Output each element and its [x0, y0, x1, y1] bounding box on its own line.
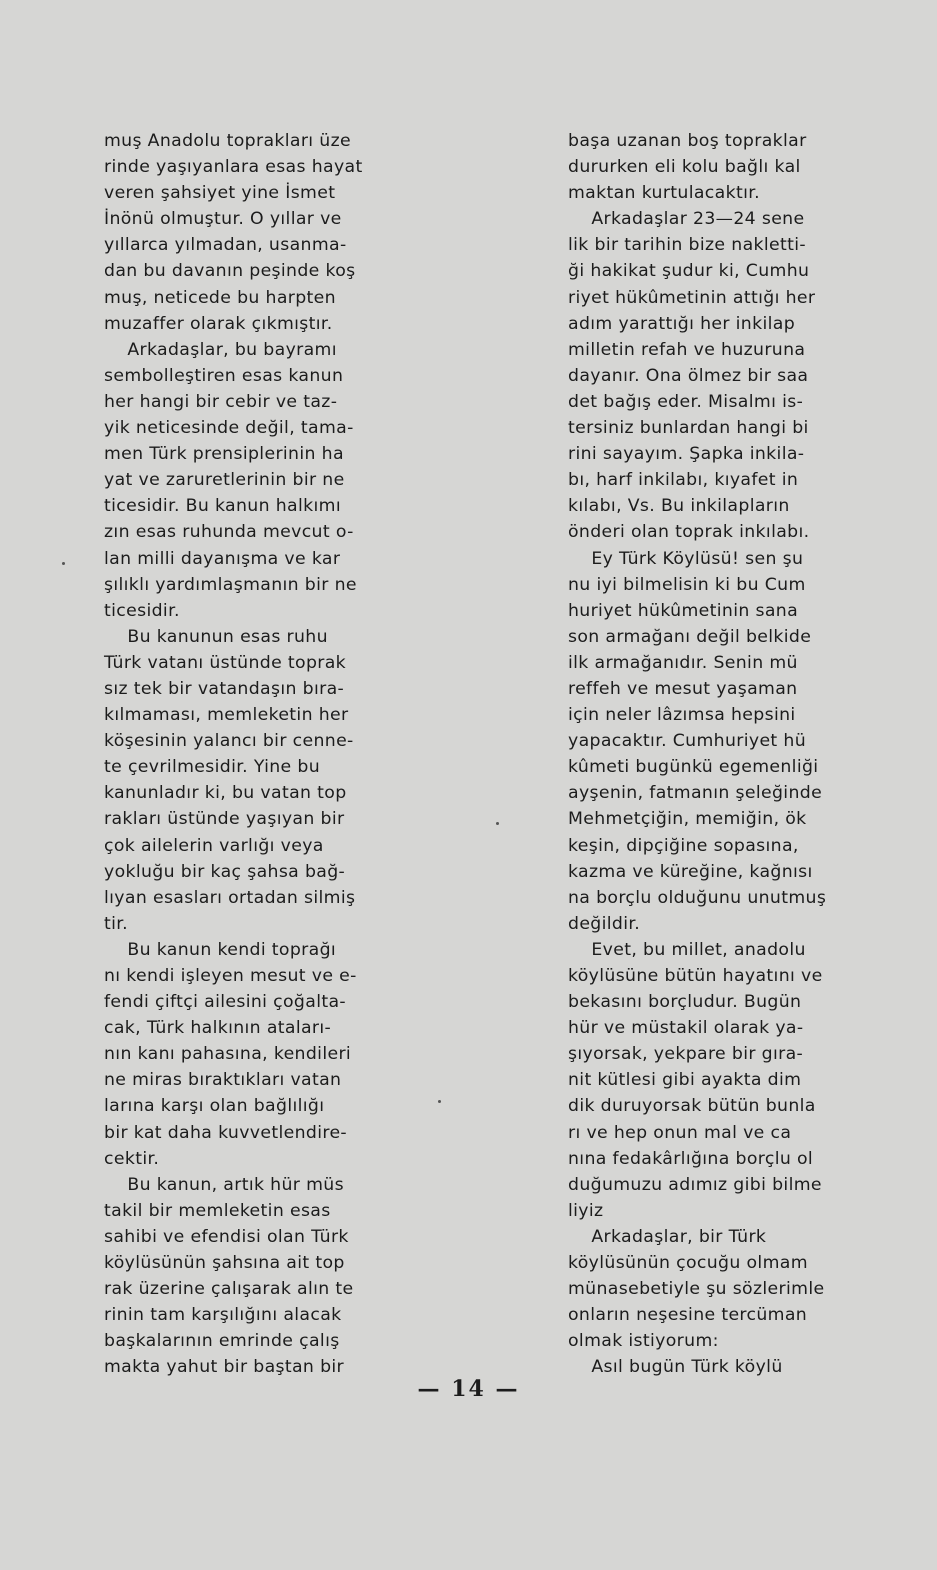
text-line: Asıl bugün Türk köylü: [568, 1357, 783, 1378]
text-line: ne miras bıraktıkları vatan: [104, 1070, 342, 1091]
text-line: adım yarattığı her inkilap: [568, 313, 796, 334]
text-line: veren şahsiyet yine İsmet: [104, 183, 336, 204]
text-line: yapacaktır. Cumhuriyet hü: [568, 731, 807, 752]
text-line: muş Anadolu toprakları üze: [104, 131, 352, 151]
text-line: önderi olan toprak inkılabı.: [568, 522, 810, 543]
text-line: kılabı, Vs. Bu inkilapların: [568, 496, 790, 517]
text-line: yik neticesinde değil, tama-: [104, 418, 354, 439]
text-line: münasebetiyle şu sözlerimle: [568, 1279, 825, 1300]
print-speck: [496, 822, 499, 825]
text-line: ilk armağanıdır. Senin mü: [568, 652, 798, 673]
text-line: nit kütlesi gibi ayakta dim: [568, 1070, 802, 1091]
text-line: nı kendi işleyen mesut ve e-: [104, 966, 357, 986]
text-line: dan bu davanın peşinde koş: [104, 261, 356, 282]
text-line: Bu kanun kendi toprağı: [104, 939, 337, 960]
text-line: onların neşesine tercüman: [568, 1305, 808, 1326]
text-line: rak üzerine çalışarak alın te: [104, 1279, 354, 1300]
text-line: kazma ve küreğine, kağnısı: [568, 861, 813, 882]
text-line: te çevrilmesidir. Yine bu: [104, 757, 321, 778]
text-line: yıllarca yılmadan, usanma-: [104, 235, 347, 256]
print-speck: [62, 562, 65, 565]
text-line: cak, Türk halkının ataları-: [104, 1018, 332, 1039]
text-line: şılıklı yardımlaşmanın bir ne: [104, 574, 357, 595]
text-line: Evet, bu millet, anadolu: [568, 939, 806, 960]
text-line: hür ve müstakil olarak ya-: [568, 1018, 804, 1039]
text-line: dururken eli kolu bağlı kal: [568, 157, 801, 178]
text-line: çok ailelerin varlığı veya: [104, 835, 324, 856]
text-line: başa uzanan boş topraklar: [568, 131, 807, 151]
text-line: fendi çiftçi ailesini çoğalta-: [104, 992, 346, 1013]
text-line: lan milli dayanışma ve kar: [104, 548, 341, 569]
right-text-column: [568, 128, 888, 1381]
text-line: bekasını borçludur. Bugün: [568, 992, 802, 1013]
text-line: Mehmetçiğin, memiğin, ök: [568, 809, 807, 830]
text-line: değildir.: [568, 913, 641, 934]
text-line: için neler lâzımsa hepsini: [568, 705, 796, 726]
text-line: kanunladır ki, bu vatan top: [104, 783, 347, 804]
text-line: olmak istiyorum:: [568, 1331, 719, 1352]
text-line: kûmeti bugünkü egemenliği: [568, 757, 819, 778]
text-line: ticesidir.: [104, 600, 180, 621]
text-line: her hangi bir cebir ve taz-: [104, 391, 338, 412]
text-line: muş, neticede bu harpten: [104, 287, 336, 308]
text-line: nına fedakârlığına borçlu ol: [568, 1148, 814, 1169]
text-line: Arkadaşlar, bu bayramı: [104, 339, 337, 360]
text-line: det bağış eder. Misalmı is-: [568, 391, 804, 412]
text-line: reffeh ve mesut yaşaman: [568, 678, 798, 699]
text-line: ayşenin, fatmanın şeleğinde: [568, 783, 823, 804]
text-line: rakları üstünde yaşıyan bir: [104, 809, 345, 830]
text-line: na borçlu olduğunu unutmuş: [568, 887, 827, 908]
text-line: yokluğu bir kaç şahsa bağ-: [104, 861, 346, 882]
text-line: sembolleştiren esas kanun: [104, 365, 344, 386]
text-line: lıyan esasları ortadan silmiş: [104, 887, 356, 908]
text-line: liyiz: [568, 1200, 604, 1221]
text-line: Türk vatanı üstünde toprak: [104, 652, 347, 673]
text-line: kılmaması, memleketin her: [104, 705, 349, 726]
text-line: nın kanı pahasına, kendileri: [104, 1044, 352, 1065]
text-line: Bu kanun, artık hür müs: [104, 1174, 344, 1195]
page-number: — 14 —: [417, 1376, 520, 1402]
text-line: dik duruyorsak bütün bunla: [568, 1096, 816, 1117]
text-line: rı ve hep onun mal ve ca: [568, 1122, 792, 1143]
text-line: dayanır. Ona ölmez bir saa: [568, 365, 809, 386]
text-line: şıyorsak, yekpare bir gıra-: [568, 1044, 804, 1065]
text-line: keşin, dipçiğine sopasına,: [568, 835, 799, 856]
text-line: İnönü olmuştur. O yıllar ve: [104, 209, 342, 230]
text-line: tersiniz bunlardan hangi bi: [568, 418, 809, 439]
text-line: köylüsüne bütün hayatını ve: [568, 966, 823, 986]
text-line: nu iyi bilmelisin ki bu Cum: [568, 574, 806, 595]
text-line: cektir.: [104, 1148, 160, 1169]
text-line: köylüsünün şahsına ait top: [104, 1253, 345, 1274]
text-line: Ey Türk Köylüsü! sen şu: [568, 548, 804, 569]
text-line: zın esas ruhunda mevcut o-: [104, 522, 354, 543]
text-line: son armağanı değil belkide: [568, 626, 812, 647]
text-line: Arkadaşlar, bir Türk: [568, 1226, 767, 1247]
text-line: bir kat daha kuvvetlendire-: [104, 1122, 348, 1143]
text-line: riyet hükûmetinin attığı her: [568, 287, 816, 308]
text-line: larına karşı olan bağlılığı: [104, 1096, 325, 1117]
text-line: başkalarının emrinde çalış: [104, 1331, 340, 1352]
text-line: lik bir tarihin bize nakletti-: [568, 235, 806, 256]
text-line: makta yahut bir baştan bir: [104, 1357, 345, 1378]
text-line: sız tek bir vatandaşın bıra-: [104, 678, 345, 699]
text-line: Arkadaşlar 23—24 sene: [568, 209, 805, 230]
left-text-column: [104, 128, 424, 1381]
text-line: ticesidir. Bu kanun halkımı: [104, 496, 341, 517]
print-speck: [438, 1100, 441, 1103]
text-line: tir.: [104, 913, 128, 934]
text-line: maktan kurtulacaktır.: [568, 183, 760, 204]
text-line: men Türk prensiplerinin ha: [104, 444, 344, 465]
text-line: rinde yaşıyanlara esas hayat: [104, 157, 363, 178]
text-line: rinin tam karşılığını alacak: [104, 1305, 342, 1326]
text-line: muzaffer olarak çıkmıştır.: [104, 313, 333, 334]
text-line: rini sayayım. Şapka inkila-: [568, 444, 805, 465]
text-line: köylüsünün çocuğu olmam: [568, 1253, 808, 1274]
text-line: sahibi ve efendisi olan Türk: [104, 1226, 349, 1247]
text-line: ği hakikat şudur ki, Cumhu: [568, 261, 810, 282]
text-line: duğumuzu adımız gibi bilme: [568, 1174, 822, 1195]
text-line: huriyet hükûmetinin sana: [568, 600, 799, 621]
text-line: Bu kanunun esas ruhu: [104, 626, 328, 647]
text-line: yat ve zaruretlerinin bir ne: [104, 470, 345, 491]
text-line: köşesinin yalancı bir cenne-: [104, 731, 354, 752]
text-line: milletin refah ve huzuruna: [568, 339, 806, 360]
text-line: bı, harf inkilabı, kıyafet in: [568, 470, 799, 491]
text-line: takil bir memleketin esas: [104, 1200, 331, 1221]
